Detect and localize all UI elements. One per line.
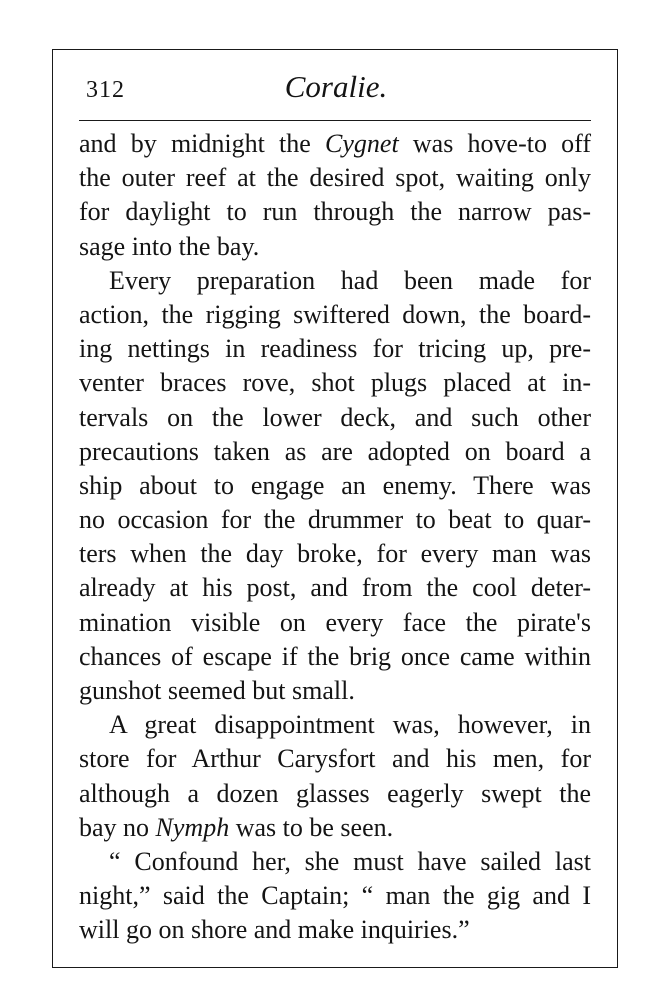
ship-name: Nymph: [155, 812, 230, 842]
text-line: chances of escape if the brig once came within: [79, 641, 591, 671]
text-line: venter braces rove, shot plugs placed at in-: [79, 368, 591, 398]
body-text: [79, 127, 591, 948]
text-run: was to be seen.: [229, 812, 394, 842]
paragraph: [79, 708, 591, 845]
text-line: gunshot seemed but small.: [79, 676, 355, 705]
text-line: mination visible on every face the pirate's: [79, 607, 591, 637]
text-line: for daylight to run through the narrow pas-: [79, 197, 591, 227]
text-line: “ Confound her, she must have sailed last: [109, 846, 591, 876]
paragraph: [79, 845, 591, 948]
text-line: Every preparation had been made for: [109, 265, 591, 295]
text-run: and by midnight the: [79, 129, 326, 158]
text-line: ters when the day broke, for every man was: [79, 539, 591, 569]
ship-name: Cygnet: [325, 129, 399, 158]
paragraph: [79, 264, 591, 708]
text-line: night,” said the Captain; “ man the gig and I: [79, 881, 591, 911]
text-line: sage into the bay.: [79, 231, 260, 261]
header-rule: [79, 120, 591, 121]
text-line: precautions taken as are adopted on board a: [79, 436, 591, 466]
text-run: was hove-to off: [398, 129, 592, 158]
paragraph: [79, 127, 591, 264]
page-number: 312: [86, 77, 125, 103]
text-line: the outer reef at the desired spot, waiting only: [79, 163, 591, 193]
text-line: already at his post, and from the cool deter-: [79, 573, 591, 603]
text-line: [79, 811, 591, 845]
text-line: store for Arthur Carysfort and his men, for: [79, 744, 591, 774]
text-line: will go on shore and make inquiries.”: [79, 915, 470, 945]
text-line: [79, 127, 591, 161]
text-line: ship about to engage an enemy. There was: [79, 470, 591, 500]
text-line: action, the rigging swiftered down, the board-: [79, 299, 591, 329]
text-line: no occasion for the drummer to beat to quar-: [79, 505, 591, 535]
text-line: A great disappointment was, however, in: [109, 710, 591, 740]
text-run: bay no: [79, 812, 156, 842]
running-header: [81, 64, 591, 112]
text-line: tervals on the lower deck, and such other: [79, 402, 591, 432]
text-line: ing nettings in readiness for tricing up, pre-: [79, 334, 591, 364]
page-frame: [52, 49, 618, 968]
text-line: although a dozen glasses eagerly swept the: [79, 778, 591, 808]
running-title: Coralie.: [284, 69, 388, 104]
